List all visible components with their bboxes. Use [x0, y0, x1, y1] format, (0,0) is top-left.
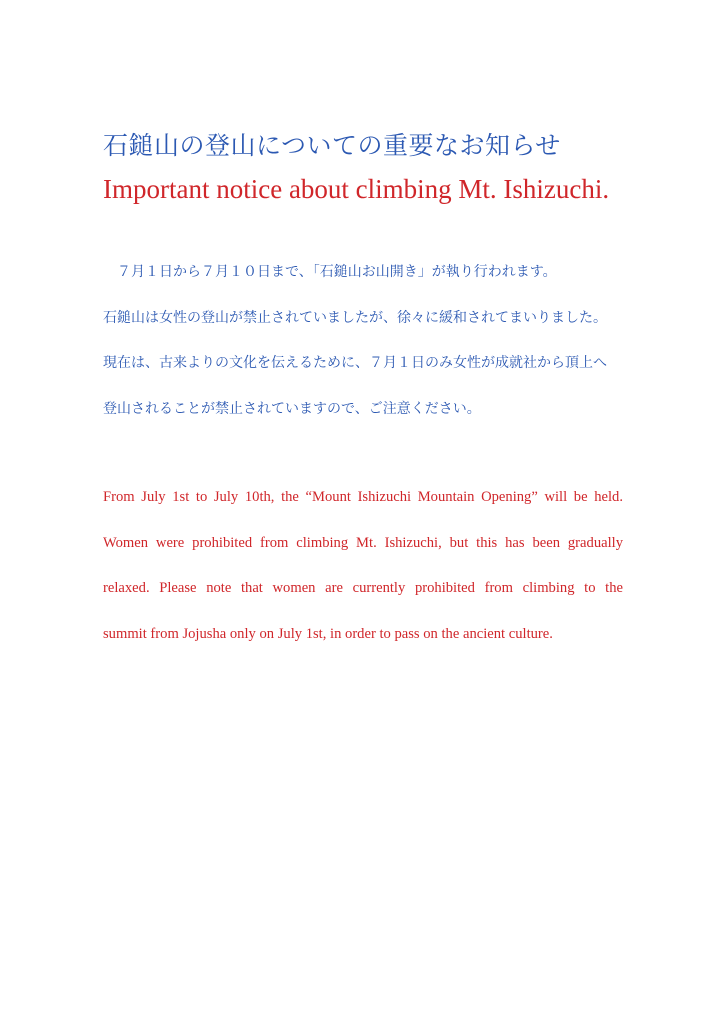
japanese-line-3: 現在は、古来よりの文化を伝えるために、７月１日のみ女性が成就社から頂上へ: [103, 355, 607, 371]
title-japanese: 石鎚山の登山についての重要なお知らせ: [103, 131, 561, 160]
title-english: Important notice about climbing Mt. Ishizuchi.: [103, 174, 610, 204]
japanese-line-2: 石鎚山は女性の登山が禁止されていましたが、徐々に緩和されてまいりました。: [103, 309, 607, 326]
english-line-3: relaxed. Please note that women are currently prohibited from climbing to the: [103, 580, 623, 596]
japanese-line-1: ７月１日から７月１０日まで、「石鎚山お山開き」が執り行われます。: [117, 264, 557, 280]
japanese-body: [103, 262, 643, 444]
japanese-line-4: 登山されることが禁止されていますので、ご注意ください。: [103, 400, 481, 417]
english-line-1: From July 1st to July 10th, the “Mount Ishizuchi Mountain Opening” will be held.: [103, 489, 623, 505]
english-line-2: Women were prohibited from climbing Mt. Ishizuchi, but this has been gradually: [103, 534, 623, 551]
english-line-4: summit from Jojusha only on July 1st, in order to pass on the ancient culture.: [103, 625, 553, 642]
english-body: [103, 487, 623, 669]
